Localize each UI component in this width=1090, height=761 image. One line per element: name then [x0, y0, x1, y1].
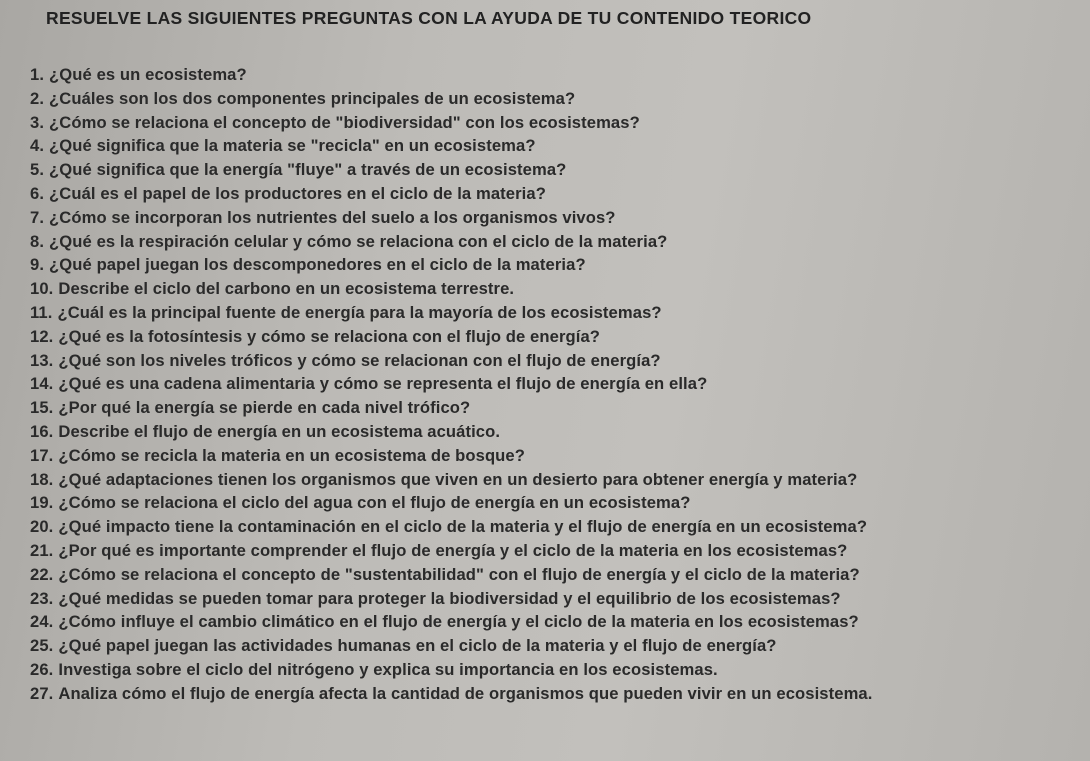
question-number: 13. [30, 350, 54, 370]
question-text: Describe el flujo de energía en un ecosistema acuático. [58, 421, 501, 441]
question-text: ¿Cómo se incorporan los nutrientes del suelo a los organismos vivos? [49, 207, 616, 227]
question-item [30, 182, 872, 206]
question-number: 1. [30, 65, 45, 84]
question-item [30, 468, 872, 492]
question-number: 16. [30, 421, 54, 441]
question-item [30, 158, 872, 182]
question-text: ¿Qué papel juegan los descomponedores en el ciclo de la materia? [49, 255, 586, 275]
question-number: 8. [30, 231, 45, 251]
question-item [30, 539, 872, 563]
question-text: Analiza cómo el flujo de energía afecta la cantidad de organismos que pueden vivir en un ecosistema. [58, 683, 873, 703]
question-text: ¿Qué es la fotosíntesis y cómo se relaciona con el flujo de energía? [58, 326, 601, 346]
question-text: ¿Cuál es el papel de los productores en el ciclo de la materia? [49, 183, 546, 203]
question-text: ¿Cómo se recicla la materia en un ecosistema de bosque? [58, 445, 525, 465]
question-item [30, 372, 872, 396]
question-number: 20. [30, 517, 54, 537]
question-text: ¿Qué medidas se pueden tomar para proteger la biodiversidad y el equilibrio de los ecosistemas? [58, 588, 841, 608]
question-text: Investiga sobre el ciclo del nitrógeno y explica su importancia en los ecosistemas. [58, 659, 718, 679]
question-text: ¿Cómo se relaciona el ciclo del agua con el flujo de energía en un ecosistema? [58, 493, 691, 513]
question-text: ¿Qué significa que la energía "fluye" a través de un ecosistema? [49, 160, 567, 180]
question-number: 2. [30, 88, 45, 108]
question-number: 15. [30, 398, 54, 418]
question-number: 19. [30, 493, 54, 513]
question-item [30, 349, 872, 373]
question-item [30, 87, 872, 111]
question-item [30, 301, 872, 325]
question-number: 22. [30, 564, 54, 584]
question-item [30, 277, 872, 301]
question-number: 5. [30, 160, 45, 180]
question-item [30, 682, 872, 706]
question-text: ¿Qué son los niveles tróficos y cómo se relacionan con el flujo de energía? [58, 350, 661, 370]
question-number: 6. [30, 183, 45, 203]
question-item [30, 253, 872, 277]
worksheet-title: RESUELVE LAS SIGUIENTES PREGUNTAS CON LA AYUDA DE TU CONTENIDO TEORICO [46, 8, 812, 28]
question-item [30, 206, 872, 230]
question-number: 27. [30, 683, 54, 703]
question-text: ¿Qué es una cadena alimentaria y cómo se representa el flujo de energía en ella? [58, 374, 708, 394]
question-number: 12. [30, 326, 54, 346]
question-text: ¿Qué significa que la materia se "recicla" en un ecosistema? [49, 136, 536, 156]
question-number: 26. [30, 659, 54, 679]
question-number: 25. [30, 636, 54, 656]
question-number: 9. [30, 255, 45, 275]
question-text: ¿Cómo se relaciona el concepto de "biodiversidad" con los ecosistemas? [49, 112, 640, 132]
question-item [30, 658, 872, 682]
question-text: ¿Qué es la respiración celular y cómo se relaciona con el ciclo de la materia? [49, 231, 668, 251]
question-item [30, 610, 872, 634]
question-number: 17. [30, 445, 54, 465]
question-item [30, 444, 872, 468]
question-number: 7. [30, 207, 45, 227]
question-text: ¿Cómo se relaciona el concepto de "sustentabilidad" con el flujo de energía y el ciclo de la materia? [58, 564, 860, 584]
question-item [30, 111, 872, 135]
question-text: ¿Qué papel juegan las actividades humanas en el ciclo de la materia y el flujo de energía? [58, 636, 777, 656]
question-text: ¿Cuáles son los dos componentes principales de un ecosistema? [49, 88, 576, 108]
question-item [30, 491, 872, 515]
question-text: ¿Cómo influye el cambio climático en el flujo de energía y el ciclo de la materia en los ecosistemas? [58, 612, 859, 632]
question-text: ¿Qué es un ecosistema? [49, 65, 247, 84]
question-text: Describe el ciclo del carbono en un ecosistema terrestre. [58, 279, 515, 299]
question-number: 23. [30, 588, 54, 608]
question-number: 10. [30, 279, 54, 299]
question-item [30, 230, 872, 254]
question-number: 4. [30, 136, 45, 156]
question-item [30, 515, 872, 539]
question-item [30, 325, 872, 349]
question-item [30, 587, 872, 611]
question-item [30, 63, 872, 87]
question-text: ¿Qué adaptaciones tienen los organismos que viven en un desierto para obtener energía y materia? [58, 469, 858, 489]
question-number: 18. [30, 469, 54, 489]
question-list [30, 63, 872, 706]
question-number: 14. [30, 374, 54, 394]
question-text: ¿Por qué la energía se pierde en cada nivel trófico? [58, 398, 471, 418]
question-text: ¿Por qué es importante comprender el flujo de energía y el ciclo de la materia en los ecosistemas? [58, 540, 848, 560]
question-number: 11. [30, 302, 53, 322]
question-item [30, 420, 872, 444]
question-number: 21. [30, 540, 54, 560]
question-number: 24. [30, 612, 54, 632]
question-item [30, 563, 872, 587]
question-item [30, 396, 872, 420]
question-text: ¿Cuál es la principal fuente de energía para la mayoría de los ecosistemas? [57, 302, 662, 322]
question-item [30, 134, 872, 158]
question-number: 3. [30, 112, 45, 132]
question-text: ¿Qué impacto tiene la contaminación en el ciclo de la materia y el flujo de energía en un ecosistema? [58, 517, 868, 537]
question-item [30, 634, 872, 658]
